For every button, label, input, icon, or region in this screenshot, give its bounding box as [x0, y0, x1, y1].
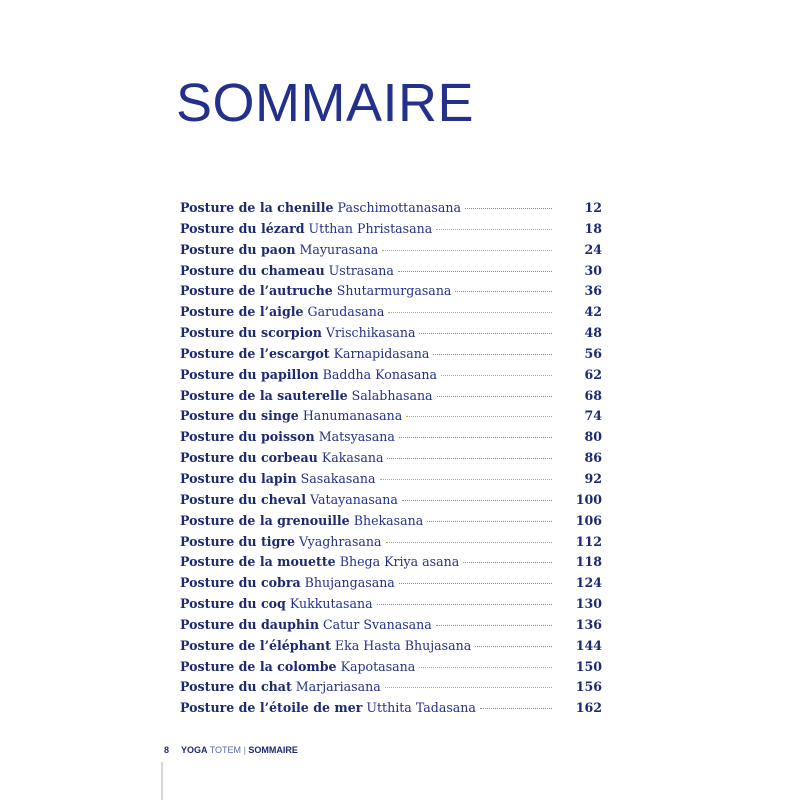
- toc-entry-page: 62: [584, 366, 602, 382]
- toc-leader-dots: [436, 229, 552, 230]
- toc-leader-dots: [427, 521, 552, 522]
- toc-entry-sanskrit: Paschimottanasana: [337, 200, 461, 215]
- toc-entry-posture: Posture de l’éléphant: [180, 637, 331, 653]
- toc-leader-dots: [455, 291, 552, 292]
- toc-entry-page: 80: [584, 429, 602, 445]
- toc-entry-posture: Posture du coq: [180, 596, 286, 612]
- toc-entry[interactable]: [180, 573, 602, 594]
- toc-leader-dots: [406, 416, 552, 417]
- footer-book-bold: YOGA: [181, 745, 208, 755]
- toc-entry-page: 36: [584, 283, 602, 299]
- toc-entry-page: 30: [584, 262, 602, 278]
- toc-entry-page: 86: [584, 450, 602, 466]
- toc-entry-page: 136: [575, 616, 602, 632]
- toc-entry[interactable]: [180, 219, 602, 240]
- toc-entry-sanskrit: Baddha Konasana: [322, 366, 438, 382]
- toc-entry-page: 118: [575, 554, 602, 570]
- toc-entry[interactable]: [180, 281, 602, 302]
- toc-entry[interactable]: [180, 365, 602, 386]
- toc-entry-posture: Posture de la mouette: [180, 554, 336, 570]
- toc-entry-sanskrit: Ustrasana: [328, 262, 394, 278]
- toc-entry-sanskrit: Kakasana: [321, 450, 384, 466]
- margin-rule: [161, 762, 163, 800]
- toc-entry-page: 162: [575, 700, 602, 716]
- toc-entry-posture: Posture de la colombe: [180, 658, 337, 674]
- toc-leader-dots: [437, 396, 552, 397]
- toc-entry-posture: Posture de l’autruche: [180, 283, 333, 299]
- toc-entry-posture: Posture du lapin: [180, 470, 297, 486]
- toc-entry-posture: Posture du papillon: [180, 366, 319, 382]
- toc-entry-sanskrit: Garudasana: [307, 304, 385, 320]
- toc-entry-sanskrit: Salabhasana: [351, 387, 433, 403]
- toc-entry[interactable]: [180, 698, 602, 719]
- toc-entry[interactable]: [180, 344, 602, 365]
- toc-entry[interactable]: [180, 615, 602, 636]
- toc-entry-posture: Posture du poisson: [180, 429, 315, 445]
- toc-leader-dots: [380, 479, 552, 480]
- footer-separator: |: [243, 745, 246, 755]
- toc-entry-posture: Posture de l’étoile de mer: [180, 700, 363, 716]
- toc-entry-posture: Posture de la chenille: [180, 200, 334, 215]
- toc-entry-posture: Posture du cheval: [180, 491, 307, 507]
- toc-entry-posture: Posture du corbeau: [180, 450, 318, 466]
- toc-entry[interactable]: [180, 406, 602, 427]
- toc-entry[interactable]: [180, 469, 602, 490]
- toc-leader-dots: [480, 708, 552, 709]
- toc-entry-page: 68: [584, 387, 602, 403]
- toc-leader-dots: [441, 375, 552, 376]
- toc-entry-sanskrit: Bhujangasana: [304, 575, 395, 591]
- footer-page-number: 8: [164, 745, 170, 755]
- toc-entry-page: 112: [575, 533, 602, 549]
- toc-entry-posture: Posture du chameau: [180, 262, 325, 278]
- toc-entry-page: 24: [584, 241, 602, 257]
- toc-entry-sanskrit: Vrischikasana: [325, 325, 416, 341]
- toc-entry[interactable]: [180, 677, 602, 698]
- toc-entry-posture: Posture de la grenouille: [180, 512, 350, 528]
- toc-leader-dots: [419, 667, 552, 668]
- toc-leader-dots: [402, 500, 552, 501]
- toc-entry-posture: Posture du singe: [180, 408, 299, 424]
- toc-entry-page: 124: [575, 575, 602, 591]
- toc-leader-dots: [382, 250, 552, 251]
- toc-entry-sanskrit: Bhekasana: [353, 512, 424, 528]
- toc-entry-sanskrit: Matsyasana: [318, 429, 395, 445]
- toc-entry-page: 18: [584, 220, 602, 236]
- toc-leader-dots: [399, 437, 552, 438]
- toc-entry-page: 56: [584, 345, 602, 361]
- table-of-contents: [180, 198, 602, 719]
- toc-entry-sanskrit: Eka Hasta Bhujasana: [334, 637, 472, 653]
- toc-entry[interactable]: [180, 261, 602, 282]
- toc-entry-posture: Posture du scorpion: [180, 325, 322, 341]
- toc-entry[interactable]: [180, 448, 602, 469]
- toc-entry-posture: Posture de l’aigle: [180, 304, 304, 320]
- toc-leader-dots: [475, 646, 552, 647]
- toc-leader-dots: [436, 625, 552, 626]
- toc-entry-posture: Posture du lézard: [180, 220, 305, 236]
- toc-entry-page: 106: [575, 512, 602, 528]
- toc-entry-page: 130: [575, 596, 602, 612]
- toc-leader-dots: [387, 458, 552, 459]
- toc-entry-page: 12: [584, 200, 602, 215]
- toc-entry-posture: Posture du cobra: [180, 575, 301, 591]
- toc-leader-dots: [399, 583, 552, 584]
- toc-leader-dots: [385, 687, 552, 688]
- toc-entry[interactable]: [180, 198, 602, 219]
- toc-entry-sanskrit: Kapotasana: [340, 658, 416, 674]
- toc-entry[interactable]: [180, 532, 602, 553]
- toc-entry[interactable]: [180, 552, 602, 573]
- toc-entry-posture: Posture du chat: [180, 679, 292, 695]
- toc-entry-page: 92: [584, 470, 602, 486]
- toc-entry-sanskrit: Vatayanasana: [310, 491, 398, 507]
- toc-entry-sanskrit: Mayurasana: [299, 241, 379, 257]
- toc-entry-page: 48: [584, 325, 602, 341]
- toc-entry[interactable]: [180, 490, 602, 511]
- toc-entry[interactable]: [180, 427, 602, 448]
- toc-entry-posture: Posture du dauphin: [180, 616, 319, 632]
- toc-entry-sanskrit: Utthan Phristasana: [308, 220, 433, 236]
- toc-entry-sanskrit: Vyaghrasana: [299, 533, 382, 549]
- toc-entry-sanskrit: Catur Svanasana: [323, 616, 432, 632]
- footer-book-light: TOTEM: [209, 745, 242, 755]
- toc-entry-posture: Posture du tigre: [180, 533, 296, 549]
- toc-entry-posture: Posture de l’escargot: [180, 345, 330, 361]
- toc-leader-dots: [463, 562, 552, 563]
- toc-entry[interactable]: [180, 386, 602, 407]
- toc-entry[interactable]: [180, 594, 602, 615]
- toc-entry[interactable]: [180, 657, 602, 678]
- page-footer: [164, 745, 298, 755]
- toc-leader-dots: [377, 604, 552, 605]
- toc-entry-sanskrit: Karnapidasana: [333, 345, 430, 361]
- toc-leader-dots: [419, 333, 552, 334]
- toc-entry-page: 74: [584, 408, 602, 424]
- toc-entry[interactable]: [180, 302, 602, 323]
- toc-entry[interactable]: [180, 636, 602, 657]
- toc-entry-sanskrit: Utthita Tadasana: [366, 700, 476, 716]
- toc-entry-page: 100: [575, 491, 602, 507]
- toc-entry-sanskrit: Shutarmurgasana: [336, 283, 452, 299]
- footer-book-title: [181, 745, 298, 755]
- toc-entry[interactable]: [180, 240, 602, 261]
- toc-leader-dots: [433, 354, 552, 355]
- toc-entry-posture: Posture du paon: [180, 241, 296, 257]
- toc-entry[interactable]: [180, 511, 602, 532]
- toc-entry[interactable]: [180, 323, 602, 344]
- toc-entry-page: 150: [575, 658, 602, 674]
- toc-entry-sanskrit: Bhega Kriya asana: [339, 554, 460, 570]
- toc-leader-dots: [398, 271, 552, 272]
- toc-leader-dots: [386, 542, 552, 543]
- toc-entry-page: 156: [575, 679, 602, 695]
- toc-entry-page: 144: [575, 637, 602, 653]
- page-title: SOMMAIRE: [176, 73, 475, 133]
- toc-leader-dots: [388, 312, 552, 313]
- toc-entry-sanskrit: Sasakasana: [300, 470, 376, 486]
- toc-entry-posture: Posture de la sauterelle: [180, 387, 348, 403]
- toc-entry-page: 42: [584, 304, 602, 320]
- toc-leader-dots: [465, 208, 552, 209]
- toc-entry-sanskrit: Hanumanasana: [302, 408, 403, 424]
- toc-entry-sanskrit: Kukkutasana: [289, 596, 373, 612]
- footer-section: SOMMAIRE: [248, 745, 298, 755]
- toc-entry-sanskrit: Marjariasana: [295, 679, 381, 695]
